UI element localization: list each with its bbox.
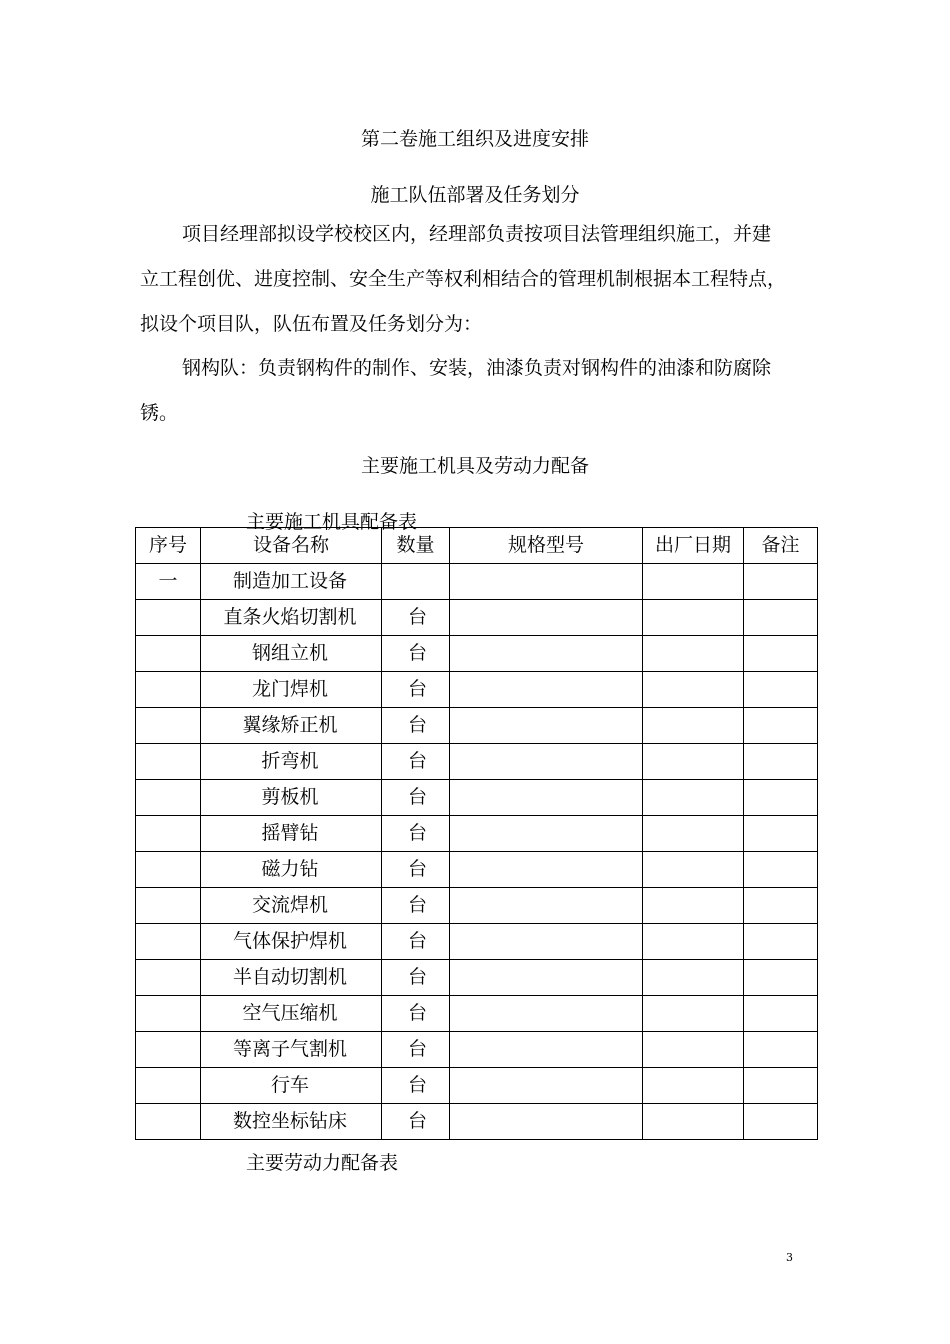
table-cell [450, 888, 643, 924]
table-cell [643, 744, 744, 780]
table-cell [450, 744, 643, 780]
table-cell [450, 1032, 643, 1068]
table-row [136, 960, 818, 996]
column-header: 数量 [382, 528, 450, 564]
paragraph-line: 拟设个项目队，队伍布置及任务划分为： [140, 313, 483, 335]
section-heading-team: 施工队伍部署及任务划分 [370, 184, 580, 206]
table-cell: 交流焊机 [201, 888, 382, 924]
paragraph-line: 锈。 [140, 402, 179, 424]
table-cell [450, 996, 643, 1032]
column-header: 备注 [744, 528, 818, 564]
table-cell [450, 960, 643, 996]
table-cell: 摇臂钻 [201, 816, 382, 852]
table-cell [450, 852, 643, 888]
table-cell [643, 672, 744, 708]
table-cell [136, 996, 201, 1032]
table-row [136, 1104, 818, 1140]
table-cell: 折弯机 [201, 744, 382, 780]
table-cell: 台 [382, 1068, 450, 1104]
table-row [136, 780, 818, 816]
table-cell [136, 672, 201, 708]
table-cell [643, 708, 744, 744]
table-cell: 台 [382, 744, 450, 780]
table-cell: 台 [382, 1104, 450, 1140]
equipment-table [135, 527, 818, 1140]
table-cell [643, 1104, 744, 1140]
table-cell [744, 780, 818, 816]
table-row [136, 1032, 818, 1068]
section-heading-equipment: 主要施工机具及劳动力配备 [360, 455, 589, 477]
table-cell: 龙门焊机 [201, 672, 382, 708]
table-cell: 台 [382, 636, 450, 672]
table-row [136, 564, 818, 600]
table-caption-labor: 主要劳动力配备表 [246, 1152, 399, 1174]
table-cell: 台 [382, 852, 450, 888]
table-cell: 剪板机 [201, 780, 382, 816]
table-cell: 台 [382, 1032, 450, 1068]
table-cell: 行车 [201, 1068, 382, 1104]
column-header: 规格型号 [450, 528, 643, 564]
table-cell: 翼缘矫正机 [201, 708, 382, 744]
table-row [136, 744, 818, 780]
table-cell [744, 1068, 818, 1104]
table-cell [450, 564, 643, 600]
table-cell [136, 744, 201, 780]
table-cell [450, 672, 643, 708]
table-cell [744, 744, 818, 780]
table-cell [450, 636, 643, 672]
table-cell: 一 [136, 564, 201, 600]
table-cell [643, 1068, 744, 1104]
table-cell: 台 [382, 600, 450, 636]
table-cell: 磁力钻 [201, 852, 382, 888]
table-cell [136, 1104, 201, 1140]
page-title: 第二卷施工组织及进度安排 [360, 128, 589, 150]
table-cell [450, 708, 643, 744]
table-cell [450, 780, 643, 816]
table-row [136, 888, 818, 924]
table-cell [744, 996, 818, 1032]
table-cell [450, 600, 643, 636]
table-cell: 台 [382, 888, 450, 924]
table-row [136, 996, 818, 1032]
table-cell: 台 [382, 816, 450, 852]
table-cell [744, 960, 818, 996]
paragraph-line: 立工程创优、进度控制、安全生产等权利相结合的管理机制根据本工程特点， [140, 268, 787, 290]
table-cell [643, 600, 744, 636]
table-cell: 气体保护焊机 [201, 924, 382, 960]
table-cell [744, 564, 818, 600]
table-row [136, 1068, 818, 1104]
table-row [136, 924, 818, 960]
table-cell [450, 1104, 643, 1140]
table-cell [744, 852, 818, 888]
table-cell: 直条火焰切割机 [201, 600, 382, 636]
table-cell [450, 924, 643, 960]
table-row [136, 852, 818, 888]
page-number: 3 [786, 1251, 793, 1264]
table-cell [136, 888, 201, 924]
table-cell [643, 1032, 744, 1068]
table-cell [744, 636, 818, 672]
table-cell [136, 816, 201, 852]
table-cell [643, 636, 744, 672]
table-row [136, 636, 818, 672]
table-cell [136, 780, 201, 816]
column-header: 设备名称 [201, 528, 382, 564]
table-cell [643, 960, 744, 996]
table-cell: 半自动切割机 [201, 960, 382, 996]
table-cell: 台 [382, 960, 450, 996]
table-cell [744, 708, 818, 744]
table-cell [450, 816, 643, 852]
table-cell [136, 636, 201, 672]
table-cell [136, 852, 201, 888]
table-cell: 等离子气割机 [201, 1032, 382, 1068]
table-row [136, 672, 818, 708]
table-cell [643, 780, 744, 816]
table-cell [643, 996, 744, 1032]
table-row [136, 600, 818, 636]
table-cell [744, 1032, 818, 1068]
table-cell [643, 852, 744, 888]
table-cell [744, 1104, 818, 1140]
column-header: 序号 [136, 528, 201, 564]
table-caption-equipment: 主要施工机具配备表 [246, 511, 418, 533]
table-cell [136, 708, 201, 744]
table-cell: 数控坐标钻床 [201, 1104, 382, 1140]
table-cell [136, 1032, 201, 1068]
table-cell [136, 600, 201, 636]
table-cell [643, 888, 744, 924]
column-header: 出厂日期 [643, 528, 744, 564]
table-cell [744, 924, 818, 960]
table-cell [643, 564, 744, 600]
table-cell: 台 [382, 708, 450, 744]
table-cell [136, 924, 201, 960]
paragraph-line: 钢构队：负责钢构件的制作、安装，油漆负责对钢构件的油漆和防腐除 [182, 357, 772, 379]
table-cell [136, 1068, 201, 1104]
table-cell: 制造加工设备 [201, 564, 382, 600]
table-row [136, 708, 818, 744]
table-cell [744, 816, 818, 852]
table-cell: 台 [382, 924, 450, 960]
table-cell [744, 600, 818, 636]
table-header-row [136, 528, 818, 564]
table-cell [450, 1068, 643, 1104]
paragraph-line: 项目经理部拟设学校校区内，经理部负责按项目法管理组织施工，并建 [182, 223, 772, 245]
table-row [136, 816, 818, 852]
table-cell [382, 564, 450, 600]
table-cell [643, 924, 744, 960]
table-cell [744, 672, 818, 708]
table-cell [744, 888, 818, 924]
table-cell: 钢组立机 [201, 636, 382, 672]
table-cell [643, 816, 744, 852]
table-cell: 空气压缩机 [201, 996, 382, 1032]
table-cell: 台 [382, 780, 450, 816]
table-cell: 台 [382, 672, 450, 708]
table-cell: 台 [382, 996, 450, 1032]
table-cell [136, 960, 201, 996]
